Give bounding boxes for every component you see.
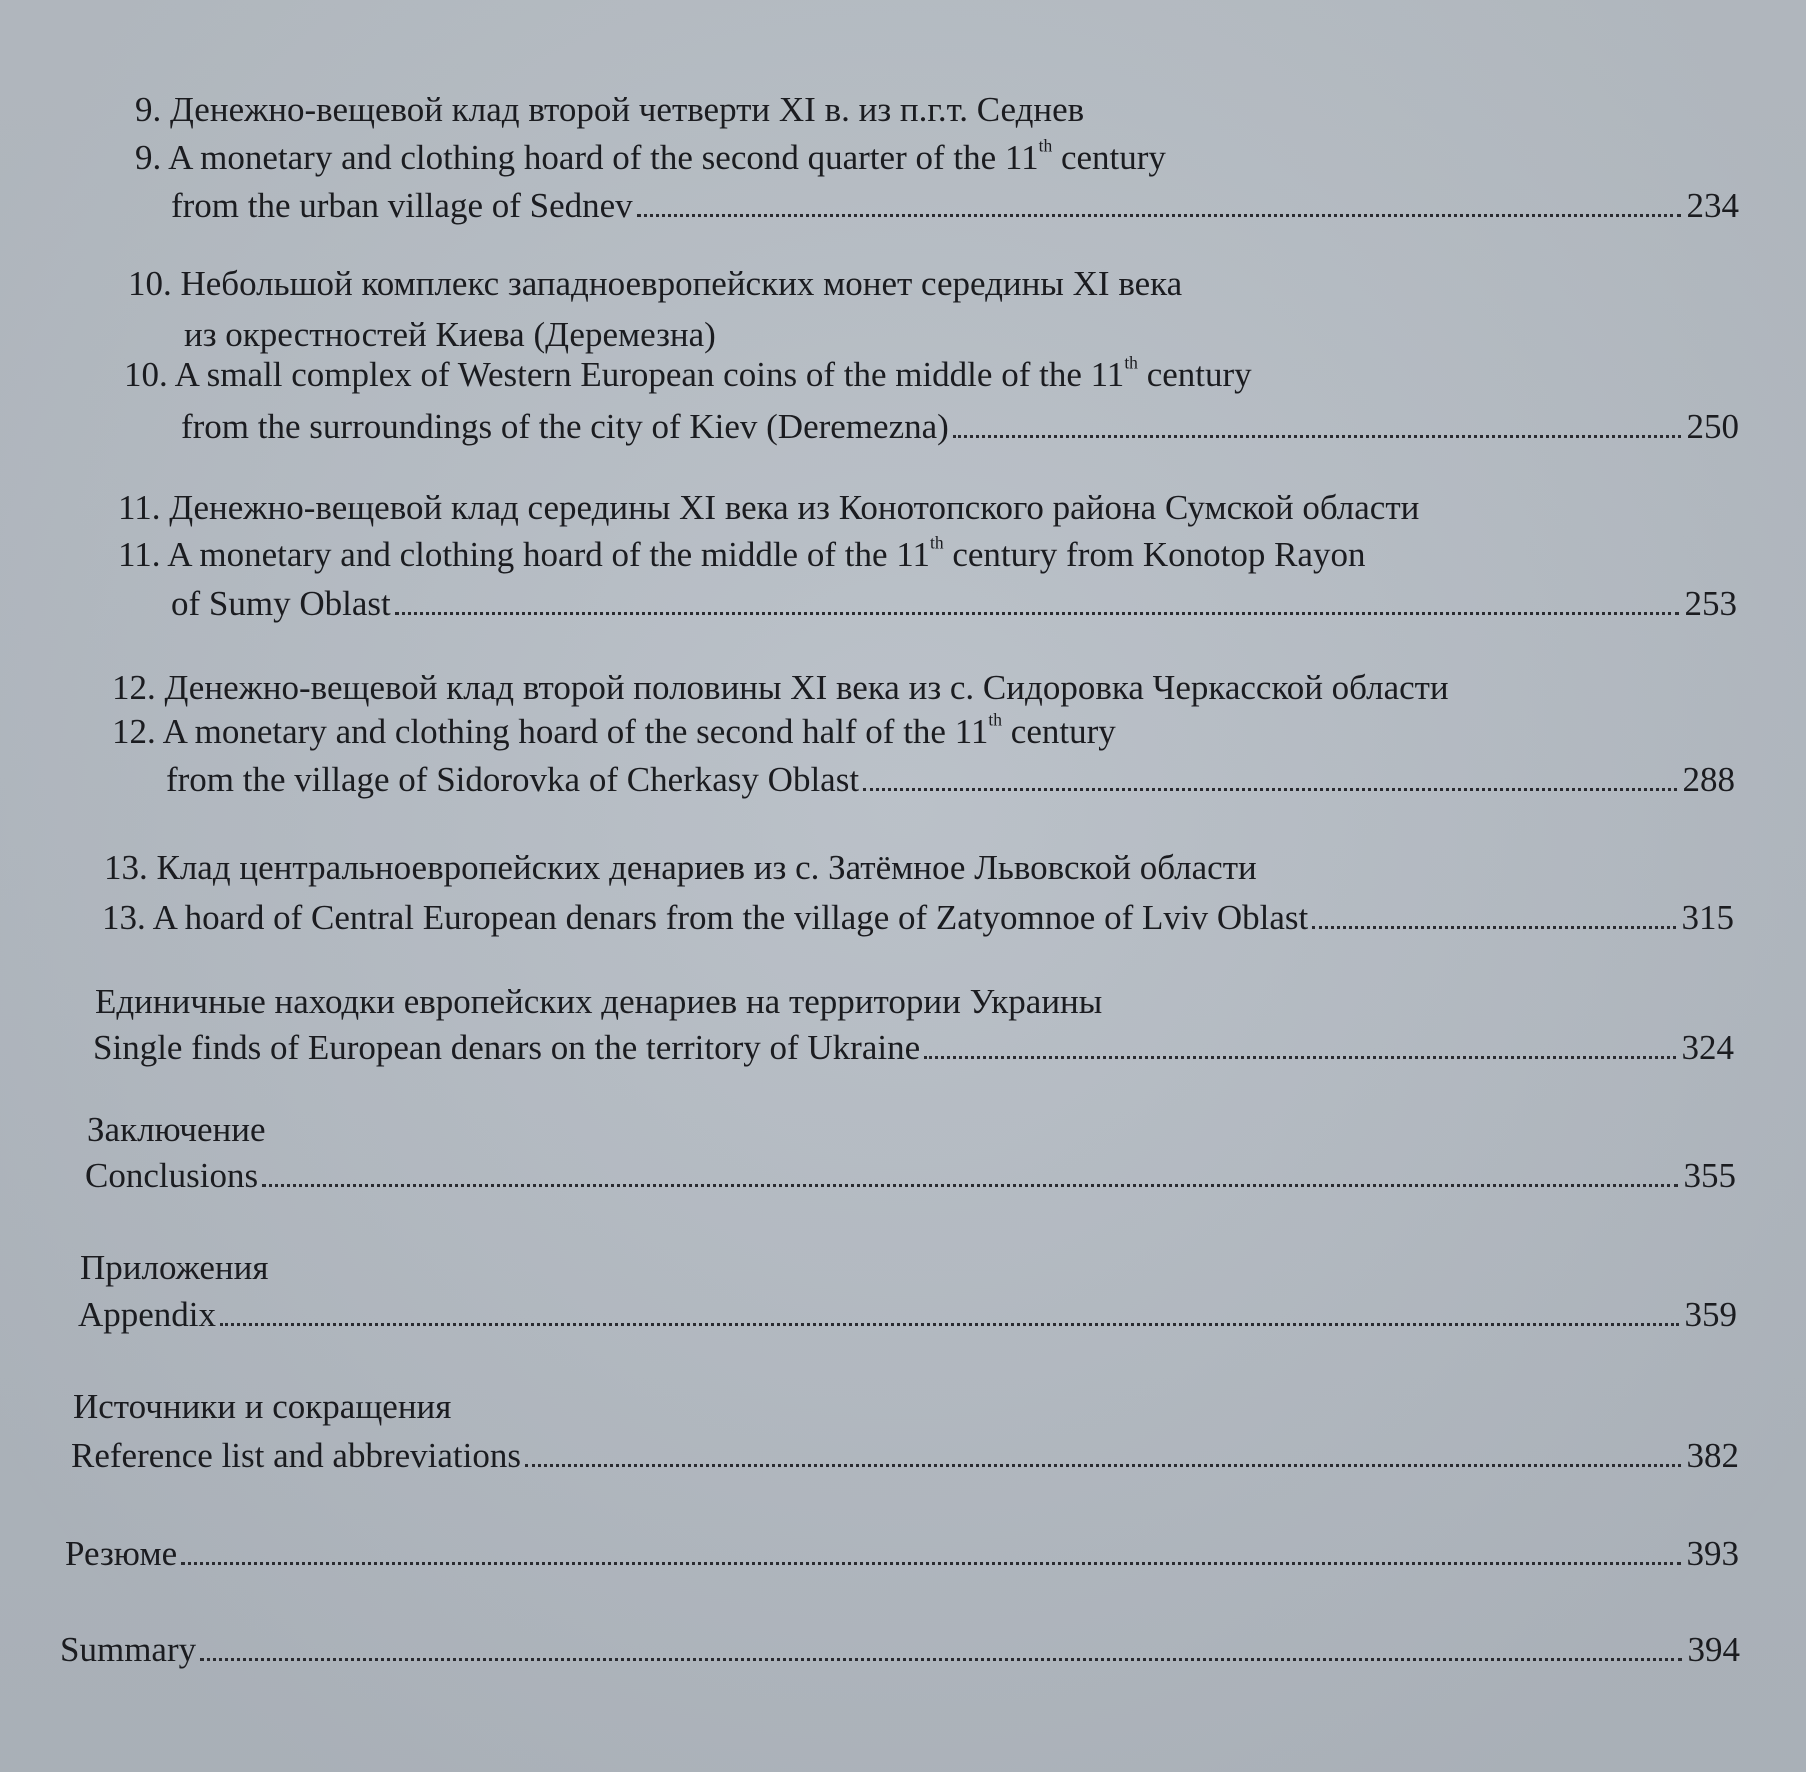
toc-rezyume-leader-line — [65, 1534, 1739, 1574]
toc-13-ru: 13. Клад центральноевропейских денариев из с. Затёмное Львовской области — [104, 848, 1257, 887]
dot-leader — [395, 612, 1679, 615]
toc-single-finds-page-number: 324 — [1681, 1028, 1734, 1067]
toc-9-ru: 9. Денежно-вещевой клад второй четверти XI в. из п.г.т. Седнев — [135, 90, 1085, 129]
toc-11-page-number: 253 — [1684, 584, 1737, 623]
dot-leader — [1312, 926, 1675, 929]
toc-9-en-line2: from the urban village of Sednev — [171, 186, 633, 225]
toc-11-leader-line — [171, 584, 1737, 624]
toc-conclusions-en: Conclusions — [85, 1156, 259, 1195]
toc-12-en-line2: from the village of Sidorovka of Cherkasy Oblast — [166, 760, 860, 799]
toc-12-leader-line — [166, 760, 1735, 800]
toc-conclusions-leader-line — [85, 1156, 1736, 1196]
superscript: th — [988, 709, 1003, 730]
toc-11-ru: 11. Денежно-вещевой клад середины XI века из Конотопского района Сумской области — [118, 488, 1420, 527]
toc-10-page-number: 250 — [1686, 407, 1739, 446]
toc-appendix-en: Appendix — [78, 1295, 217, 1334]
dot-leader — [863, 788, 1676, 791]
dot-leader — [924, 1056, 1675, 1059]
toc-appendix-leader-line — [78, 1295, 1737, 1335]
toc-summary-leader-line — [60, 1630, 1740, 1670]
superscript: th — [929, 532, 944, 553]
toc-rezyume-ru: Резюме — [65, 1534, 178, 1573]
dot-leader — [181, 1562, 1680, 1565]
toc-9-page-number: 234 — [1686, 186, 1739, 225]
toc-10-ru-line1: 10. Небольшой комплекс западноевропейских монет середины XI века — [128, 264, 1183, 303]
toc-rezyume-page-number: 393 — [1686, 1534, 1739, 1573]
toc-single-finds-leader-line — [93, 1028, 1734, 1068]
toc-12-en-text: 12. A monetary and clothing hoard of the second half of the 11 — [112, 712, 989, 751]
toc-references-page-number: 382 — [1686, 1436, 1739, 1475]
toc-appendix-ru: Приложения — [80, 1248, 269, 1287]
toc-9-en-text: 9. A monetary and clothing hoard of the second quarter of the 11 — [135, 138, 1039, 177]
toc-conclusions-page-number: 355 — [1683, 1156, 1736, 1195]
toc-9-en-text-end: century — [1052, 138, 1166, 177]
toc-13-page-number: 315 — [1681, 898, 1734, 937]
toc-single-finds-en: Single finds of European denars on the territory of Ukraine — [93, 1028, 921, 1067]
toc-10-en-text: 10. A small complex of Western European coins of the middle of the 11 — [124, 355, 1125, 394]
toc-11-en-text: 11. A monetary and clothing hoard of the middle of the 11 — [118, 535, 930, 574]
toc-13-leader-line — [102, 898, 1734, 938]
toc-summary-en: Summary — [60, 1630, 197, 1669]
toc-12-en-line1 — [112, 709, 1116, 752]
toc-conclusions-ru: Заключение — [87, 1110, 266, 1149]
toc-single-finds-ru: Единичные находки европейских денариев на территории Украины — [95, 982, 1103, 1021]
dot-leader — [262, 1184, 1677, 1187]
dot-leader — [220, 1323, 1678, 1326]
toc-9-leader-line — [171, 186, 1739, 226]
toc-11-en-line2: of Sumy Oblast — [171, 584, 391, 623]
toc-11-en-line1 — [118, 532, 1366, 575]
superscript: th — [1124, 352, 1138, 373]
toc-12-en-text-end: century — [1002, 712, 1116, 751]
toc-10-en-line2: from the surroundings of the city of Kiev (Deremezna) — [181, 407, 949, 446]
toc-appendix-page-number: 359 — [1684, 1295, 1737, 1334]
toc-10-en-text-end: century — [1137, 355, 1252, 394]
toc-10-leader-line — [181, 407, 1739, 447]
toc-10-en-line1 — [124, 352, 1252, 395]
toc-12-page-number: 288 — [1682, 760, 1735, 799]
superscript: th — [1038, 135, 1053, 156]
toc-references-leader-line — [71, 1436, 1739, 1476]
dot-leader — [637, 214, 1681, 217]
toc-12-ru: 12. Денежно-вещевой клад второй половины XI века из с. Сидоровка Черкасской области — [112, 668, 1449, 707]
dot-leader — [200, 1658, 1681, 1661]
toc-10-ru-line2: из окрестностей Киева (Деремезна) — [184, 315, 716, 354]
dot-leader — [953, 435, 1681, 438]
toc-9-en-line1 — [135, 135, 1166, 178]
dot-leader — [525, 1464, 1681, 1467]
toc-references-ru: Источники и сокращения — [73, 1387, 452, 1426]
toc-references-en: Reference list and abbreviations — [71, 1436, 521, 1475]
toc-13-en: 13. A hoard of Central European denars from the village of Zatyomnoe of Lviv Oblast — [102, 898, 1309, 937]
toc-summary-page-number: 394 — [1687, 1630, 1740, 1669]
toc-11-en-text-end: century from Konotop Rayon — [943, 535, 1366, 574]
